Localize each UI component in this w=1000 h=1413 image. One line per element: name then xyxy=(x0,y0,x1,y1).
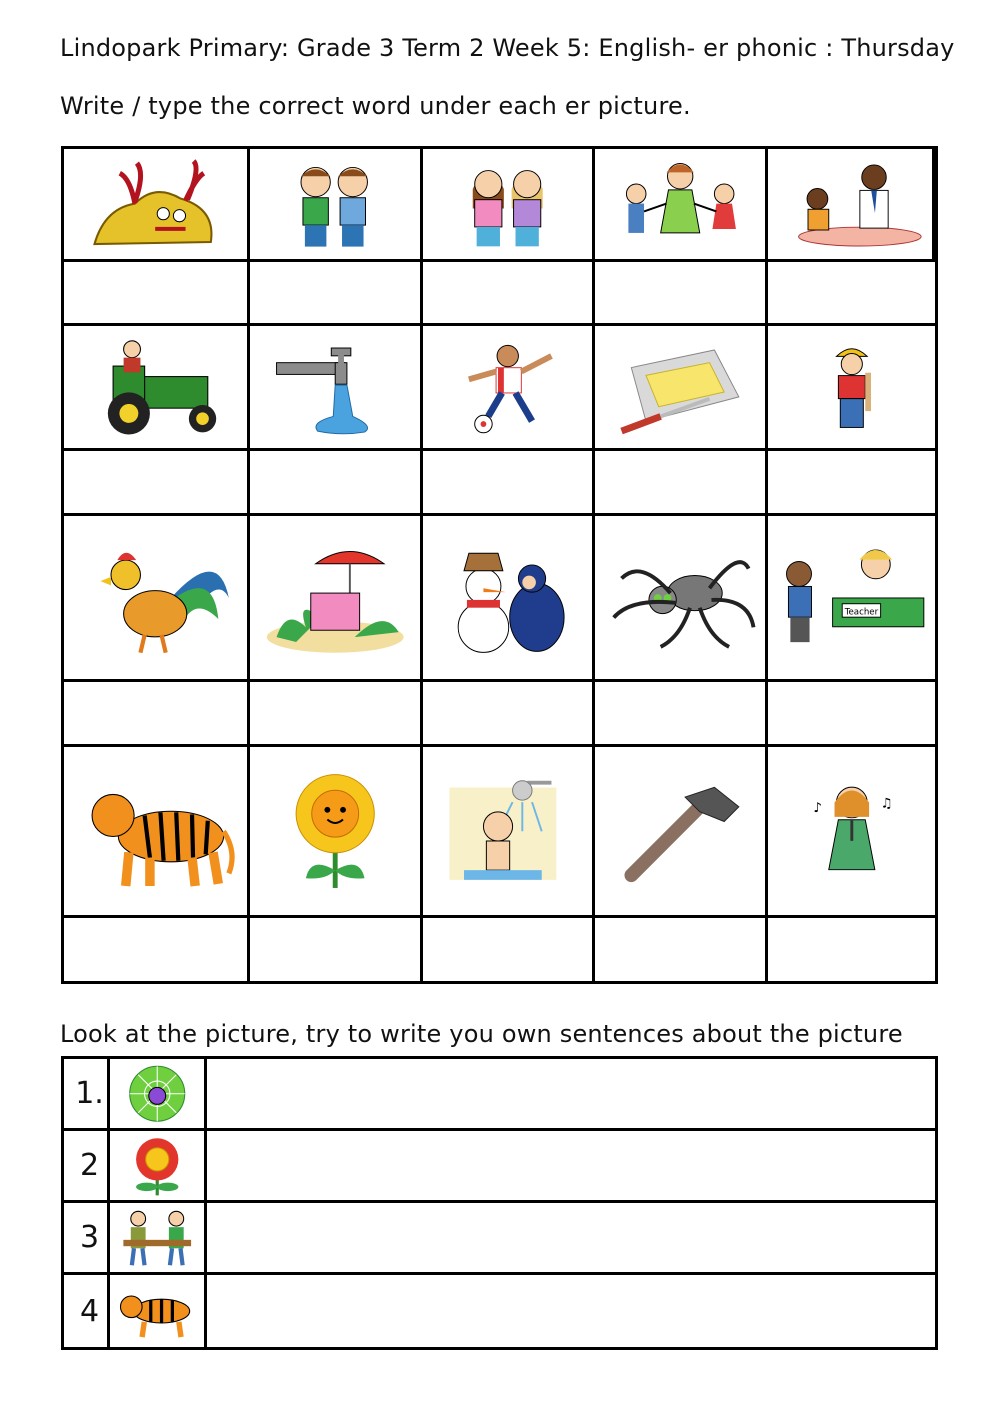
sentence-input[interactable] xyxy=(216,1140,927,1190)
sentence-line[interactable] xyxy=(207,1059,935,1131)
answer-box[interactable] xyxy=(768,451,935,516)
answer-box[interactable] xyxy=(250,918,423,981)
butter-picture xyxy=(595,326,768,451)
answer-input[interactable] xyxy=(773,690,931,735)
worksheet-title: Lindopark Primary: Grade 3 Term 2 Week 5: English- er phonic : Thursday xyxy=(60,34,955,62)
answer-box[interactable] xyxy=(595,918,768,981)
sentence-number: 4 xyxy=(64,1275,110,1347)
answer-box[interactable] xyxy=(64,262,250,326)
answer-input[interactable] xyxy=(600,459,760,504)
sisters-picture xyxy=(423,149,595,262)
answer-input[interactable] xyxy=(255,690,415,735)
answer-box[interactable] xyxy=(423,918,595,981)
spider-web-icon xyxy=(110,1059,207,1131)
sentence-line[interactable] xyxy=(207,1131,935,1203)
answer-box[interactable] xyxy=(423,682,595,747)
answer-input[interactable] xyxy=(69,459,241,504)
sentence-input[interactable] xyxy=(216,1285,927,1337)
sentence-line[interactable] xyxy=(207,1203,935,1275)
mother-with-children-picture xyxy=(595,149,768,262)
sunflower-picture xyxy=(250,747,423,918)
winter-snowman-picture xyxy=(423,516,595,682)
builder-picture xyxy=(768,326,935,451)
singer-picture xyxy=(768,747,935,918)
answer-input[interactable] xyxy=(255,926,415,972)
answer-box[interactable] xyxy=(595,451,768,516)
answer-box[interactable] xyxy=(768,682,935,747)
svg-text:♪: ♪ xyxy=(813,800,822,816)
answer-input[interactable] xyxy=(69,690,241,735)
answer-box[interactable] xyxy=(64,451,250,516)
answer-input[interactable] xyxy=(428,690,587,735)
shower-picture xyxy=(423,747,595,918)
answer-input[interactable] xyxy=(600,690,760,735)
picture-word-grid xyxy=(61,146,938,984)
answer-box[interactable] xyxy=(250,451,423,516)
tiger-icon xyxy=(110,1275,207,1347)
summer-beach-picture xyxy=(250,516,423,682)
answer-input[interactable] xyxy=(773,270,931,315)
sentence-number: 2 xyxy=(64,1131,110,1203)
children-carrying-stretcher-icon xyxy=(110,1203,207,1275)
answer-input[interactable] xyxy=(69,270,241,315)
flower-icon xyxy=(110,1131,207,1203)
answer-input[interactable] xyxy=(255,270,415,315)
answer-box[interactable] xyxy=(423,451,595,516)
answer-input[interactable] xyxy=(428,270,587,315)
answer-input[interactable] xyxy=(600,270,760,315)
farmer-on-tractor-picture xyxy=(64,326,250,451)
answer-input[interactable] xyxy=(255,459,415,504)
answer-input[interactable] xyxy=(600,926,760,972)
answer-input[interactable] xyxy=(428,459,587,504)
answer-box[interactable] xyxy=(595,262,768,326)
answer-box[interactable] xyxy=(768,262,935,326)
tiger-picture xyxy=(64,747,250,918)
sentence-number: 3 xyxy=(64,1203,110,1275)
answer-box[interactable] xyxy=(768,918,935,981)
svg-text:♫: ♫ xyxy=(880,795,893,811)
sentence-table xyxy=(61,1056,938,1350)
answer-input[interactable] xyxy=(773,926,931,972)
monster-picture xyxy=(64,149,250,262)
soccer-player-picture xyxy=(423,326,595,451)
sentence-input[interactable] xyxy=(216,1068,927,1118)
teacher-picture xyxy=(768,516,935,682)
father-and-son-dinner-picture xyxy=(768,149,935,262)
teacher-sign-text: Teacher xyxy=(844,606,878,617)
sentence-input[interactable] xyxy=(216,1212,927,1262)
rooster-picture xyxy=(64,516,250,682)
answer-box[interactable] xyxy=(64,918,250,981)
answer-input[interactable] xyxy=(69,926,241,972)
answer-box[interactable] xyxy=(250,262,423,326)
answer-box[interactable] xyxy=(423,262,595,326)
answer-input[interactable] xyxy=(773,459,931,504)
sentence-number: 1. xyxy=(64,1059,110,1131)
water-tap-picture xyxy=(250,326,423,451)
answer-input[interactable] xyxy=(428,926,587,972)
answer-box[interactable] xyxy=(595,682,768,747)
answer-box[interactable] xyxy=(64,682,250,747)
word-instruction: Write / type the correct word under each er picture. xyxy=(60,92,691,120)
answer-box[interactable] xyxy=(250,682,423,747)
sentence-instruction: Look at the picture, try to write you own sentences about the picture xyxy=(60,1020,903,1048)
spider-picture xyxy=(595,516,768,682)
hammer-picture xyxy=(595,747,768,918)
brothers-picture xyxy=(250,149,423,262)
sentence-line[interactable] xyxy=(207,1275,935,1347)
